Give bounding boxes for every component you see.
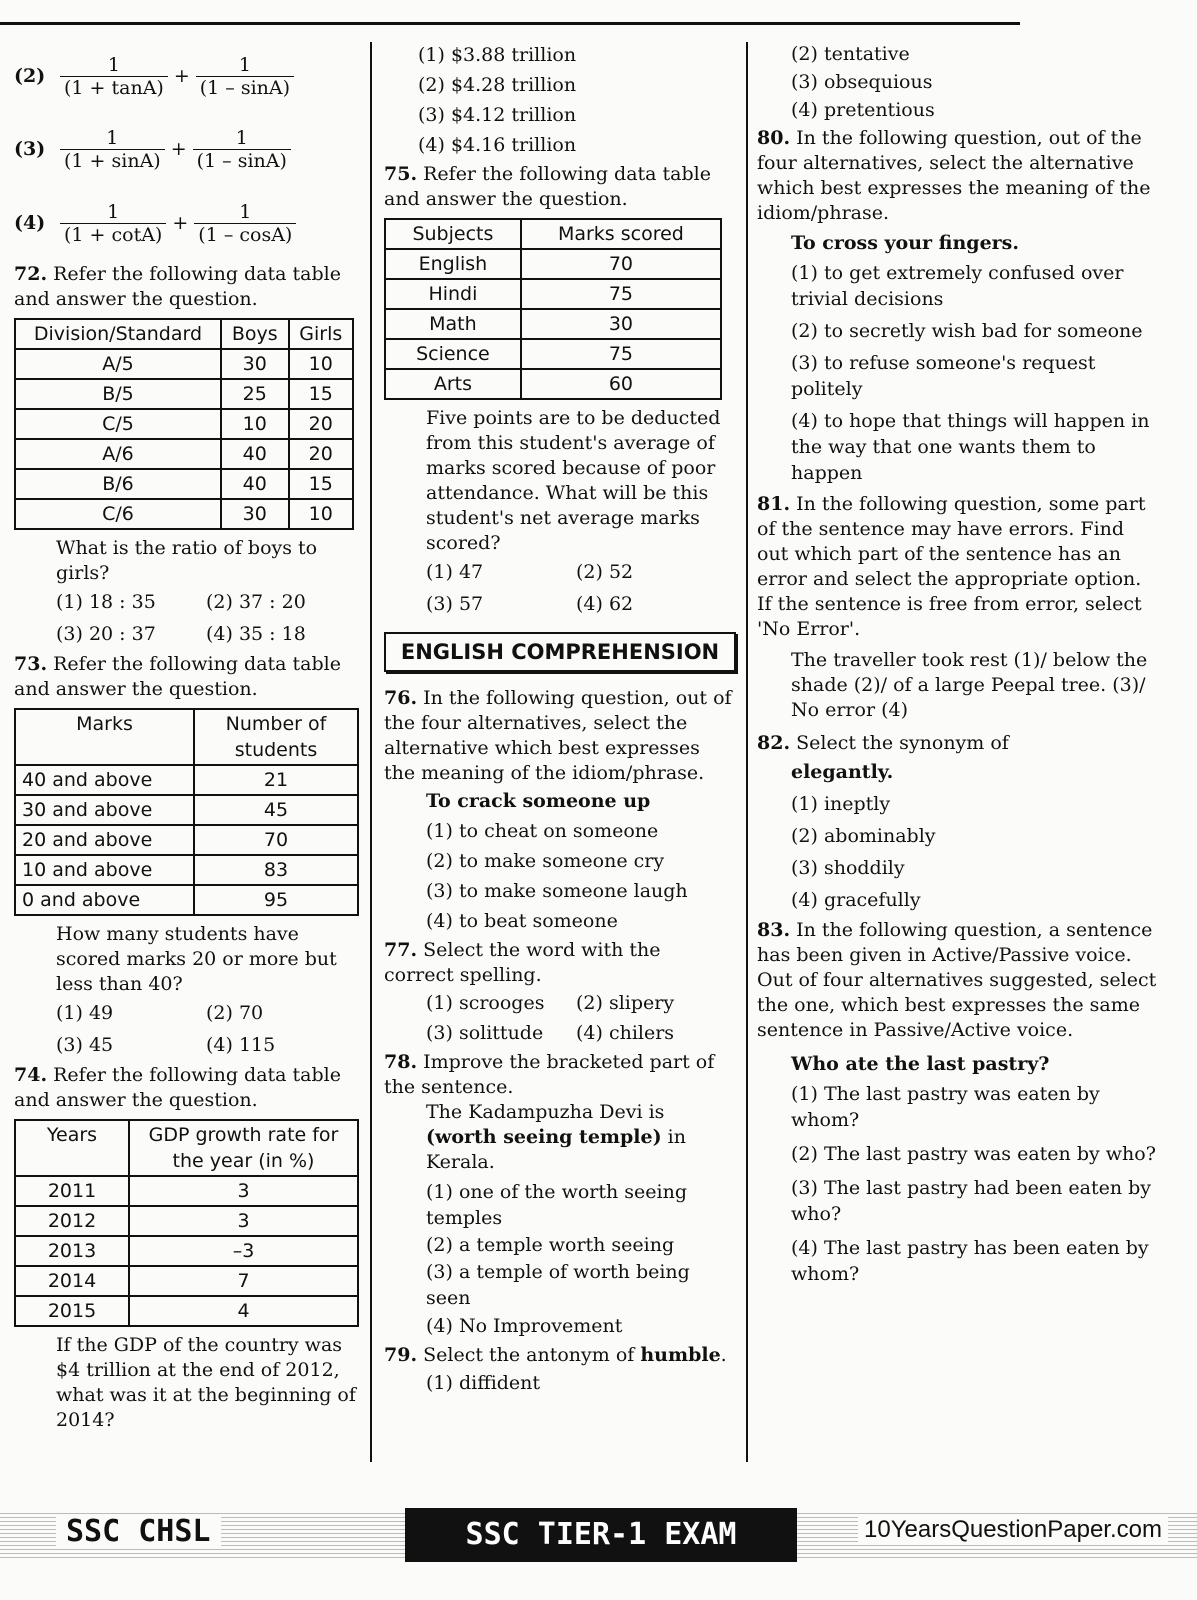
table-header: Subjects Marks scored [385, 219, 721, 249]
question-number: 78. [384, 1051, 418, 1073]
q71-option-4 [14, 186, 359, 260]
options: (1) 49 (2) 70 [56, 1002, 264, 1024]
option: (2) The last pastry was eaten by who? [791, 1143, 1156, 1165]
question-77 [384, 938, 736, 1048]
question-number: 76. [384, 687, 418, 709]
table-row: Hindi 75 [385, 279, 721, 309]
table-row: 10 and above 83 [15, 855, 358, 885]
q71-option-2 [14, 40, 359, 112]
options: (1) 18 : 35 (2) 37 : 20 [56, 591, 306, 613]
question-79: 79. Select the antonym of humble. (1) diffident [384, 1343, 736, 1398]
option: (1) to cheat on someone [426, 820, 659, 842]
question-number: 81. [757, 493, 791, 515]
question-72 [14, 262, 359, 650]
table-row: 40 and above 21 [15, 765, 358, 795]
q71-option-3 [14, 112, 359, 186]
table-row: 2011 3 [15, 1176, 358, 1206]
table-row: C/5 10 20 [15, 409, 353, 439]
question-text: What is the ratio of boys to girls? [56, 537, 318, 584]
question-number: 82. [757, 732, 791, 754]
option: (1) ineptly [791, 793, 891, 815]
option: (3) $4.12 trillion [418, 104, 577, 126]
question-number: 83. [757, 919, 791, 941]
option: (4) The last pastry has been eaten by whom? [791, 1237, 1149, 1285]
option: (4) No Improvement [426, 1315, 623, 1337]
section-title: ENGLISH COMPREHENSION [384, 632, 736, 672]
table-row: B/6 40 15 [15, 469, 353, 499]
option: (2) to secretly wish bad for someone [791, 320, 1143, 342]
question-83 [757, 918, 1157, 1287]
plus-sign: + [170, 138, 187, 160]
question-number: 73. [14, 653, 48, 675]
table-row: C/6 30 10 [15, 499, 353, 529]
table-row: Arts 60 [385, 369, 721, 399]
option: (3) to make someone laugh [426, 880, 688, 902]
question-text: If the GDP of the country was $4 trillion at the end of 2012, what was it at the beginning of 2014? [56, 1334, 356, 1431]
question-73 [14, 652, 359, 1061]
question-number: 77. [384, 939, 418, 961]
division-table [14, 318, 354, 530]
keyword: elegantly. [791, 761, 894, 783]
question-number: 74. [14, 1064, 48, 1086]
fraction: $\frac{1}{(1 + \tan A)}$ [60, 54, 168, 99]
option: (4) to hope that things will happen in the way that one wants them to happen [791, 410, 1150, 484]
plus-sign: + [173, 65, 190, 87]
options: (3) solittude (4) chilers [426, 1022, 675, 1044]
question-text: In the following question, a sentence has been given in Active/Passive voice. Out of four alternatives suggested, select the one, which best expresses the same sentence in Passive/Active voice. [757, 919, 1157, 1041]
question-text: Refer the following data table and answer the question. [14, 653, 341, 700]
option: (1) $3.88 trillion [418, 44, 577, 66]
q71-options [14, 40, 359, 260]
table-header: Years GDP growth rate for the year (in %) [15, 1120, 358, 1176]
marks-table [14, 708, 359, 916]
question-80 [757, 126, 1157, 486]
options: (3) 57 (4) 62 [426, 593, 634, 615]
table-row: B/5 25 15 [15, 379, 353, 409]
question-text: Refer the following data table and answer the question. [384, 163, 711, 210]
table-row: A/5 30 10 [15, 349, 353, 379]
table-row: English 70 [385, 249, 721, 279]
column-1 [14, 40, 359, 1435]
plus-sign: + [172, 212, 189, 234]
fraction: $\frac{1}{(1 - \sin A)}$ [196, 54, 294, 99]
question-75 [384, 162, 736, 620]
table-row: 2013 –3 [15, 1236, 358, 1266]
subjects-table [384, 218, 722, 400]
option: (4) gracefully [791, 889, 921, 911]
table-header: Marks Number of students [15, 709, 358, 765]
question-text: Select the word with the correct spelling. [384, 939, 661, 986]
table-row: Science 75 [385, 339, 721, 369]
option: (2) abominably [791, 825, 936, 847]
option: (4) to beat someone [426, 910, 618, 932]
option: (3) The last pastry had been eaten by who? [791, 1177, 1152, 1225]
question-number: 79. [384, 1344, 418, 1366]
q79-options [757, 40, 1157, 124]
option: (1) diffident [426, 1372, 541, 1394]
table-header: Division/Standard Boys Girls [15, 319, 353, 349]
option: (3) obsequious [791, 71, 933, 93]
option-number: (4) [14, 212, 46, 234]
page-footer [0, 1500, 1197, 1600]
question-78 [384, 1050, 736, 1341]
question-text: Select the antonym of [423, 1344, 641, 1366]
question-82 [757, 731, 1157, 916]
option: (2) a temple worth seeing [426, 1234, 675, 1256]
option-number: (2) [14, 65, 46, 87]
footer-website: 10YearsQuestionPaper.com [858, 1516, 1168, 1544]
question-text: In the following question, out of the four alternatives, select the alternative which best expresses the meaning of the idiom/phrase. [757, 127, 1151, 224]
options: (1) scrooges (2) slipery [426, 992, 675, 1014]
q74-options [384, 40, 736, 160]
fraction: $\frac{1}{(1 + \sin A)}$ [60, 127, 165, 172]
table-row: 0 and above 95 [15, 885, 358, 915]
question-number: 72. [14, 263, 48, 285]
fraction: $\frac{1}{(1 - \cos A)}$ [194, 201, 296, 246]
fraction: $\frac{1}{(1 + \cot A)}$ [60, 201, 166, 246]
idiom-phrase: To crack someone up [426, 790, 651, 812]
option: (1) to get extremely confused over trivial decisions [791, 262, 1124, 310]
option: (1) The last pastry was eaten by whom? [791, 1083, 1100, 1131]
question-text: In the following question, some part of the sentence may have errors. Find out which part of the sentence has an error and select the appropriate option. If the sentence is free from error, select 'No Error'. [757, 493, 1146, 640]
options: (3) 45 (4) 115 [56, 1034, 276, 1056]
option: (3) a temple of worth being seen [426, 1261, 690, 1309]
option: (3) to refuse someone's request politely [791, 352, 1096, 400]
column-3 [757, 40, 1157, 1289]
fraction: $\frac{1}{(1 - \sin A)}$ [193, 127, 291, 172]
question-number: 75. [384, 163, 418, 185]
question-text: How many students have scored marks 20 or more but less than 40? [56, 923, 337, 995]
sentence: Who ate the last pastry? [791, 1053, 1050, 1075]
table-row: Math 30 [385, 309, 721, 339]
option: (4) $4.16 trillion [418, 134, 577, 156]
keyword: humble [640, 1344, 721, 1366]
option: (2) to make someone cry [426, 850, 665, 872]
footer-tier-label: SSC TIER-1 EXAM [405, 1508, 797, 1562]
table-row: 2012 3 [15, 1206, 358, 1236]
question-text: Refer the following data table and answer the question. [14, 1064, 341, 1111]
question-text: Refer the following data table and answer the question. [14, 263, 341, 310]
option: (4) pretentious [791, 99, 935, 121]
option: (3) shoddily [791, 857, 905, 879]
option: (2) tentative [791, 43, 910, 65]
gdp-table [14, 1119, 359, 1327]
option: (2) $4.28 trillion [418, 74, 577, 96]
table-row: 2014 7 [15, 1266, 358, 1296]
question-text: In the following question, out of the four alternatives, select the alternative which best expresses the meaning of the idiom/phrase. [384, 687, 732, 784]
column-2 [384, 40, 736, 1400]
option: (1) one of the worth seeing temples [426, 1181, 687, 1229]
table-row: 30 and above 45 [15, 795, 358, 825]
options: (3) 20 : 37 (4) 35 : 18 [56, 623, 306, 645]
question-number: 80. [757, 127, 791, 149]
options: (1) 47 (2) 52 [426, 561, 634, 583]
table-row: 2015 4 [15, 1296, 358, 1326]
question-text: Select the synonym of [796, 732, 1009, 754]
footer-exam-name: SSC CHSL [56, 1514, 221, 1549]
sentence: The traveller took rest (1)/ below the shade (2)/ of a large Peepal tree. (3)/ No error (4) [791, 649, 1148, 721]
idiom-phrase: To cross your fingers. [791, 232, 1019, 254]
option-number: (3) [14, 138, 46, 160]
column-divider [746, 42, 748, 1462]
question-81 [757, 492, 1157, 723]
table-row: A/6 40 20 [15, 439, 353, 469]
question-text: Improve the bracketed part of the sentence. [384, 1051, 715, 1098]
table-row: 20 and above 70 [15, 825, 358, 855]
question-74 [14, 1063, 359, 1433]
question-76 [384, 686, 736, 936]
sentence: The Kadampuzha Devi is (worth seeing temple) in Kerala. [426, 1101, 686, 1173]
top-rule [0, 22, 1020, 25]
column-divider [370, 42, 372, 1462]
question-text: Five points are to be deducted from this student's average of marks scored because of poor attendance. What will be this student's net average marks scored? [426, 407, 721, 554]
